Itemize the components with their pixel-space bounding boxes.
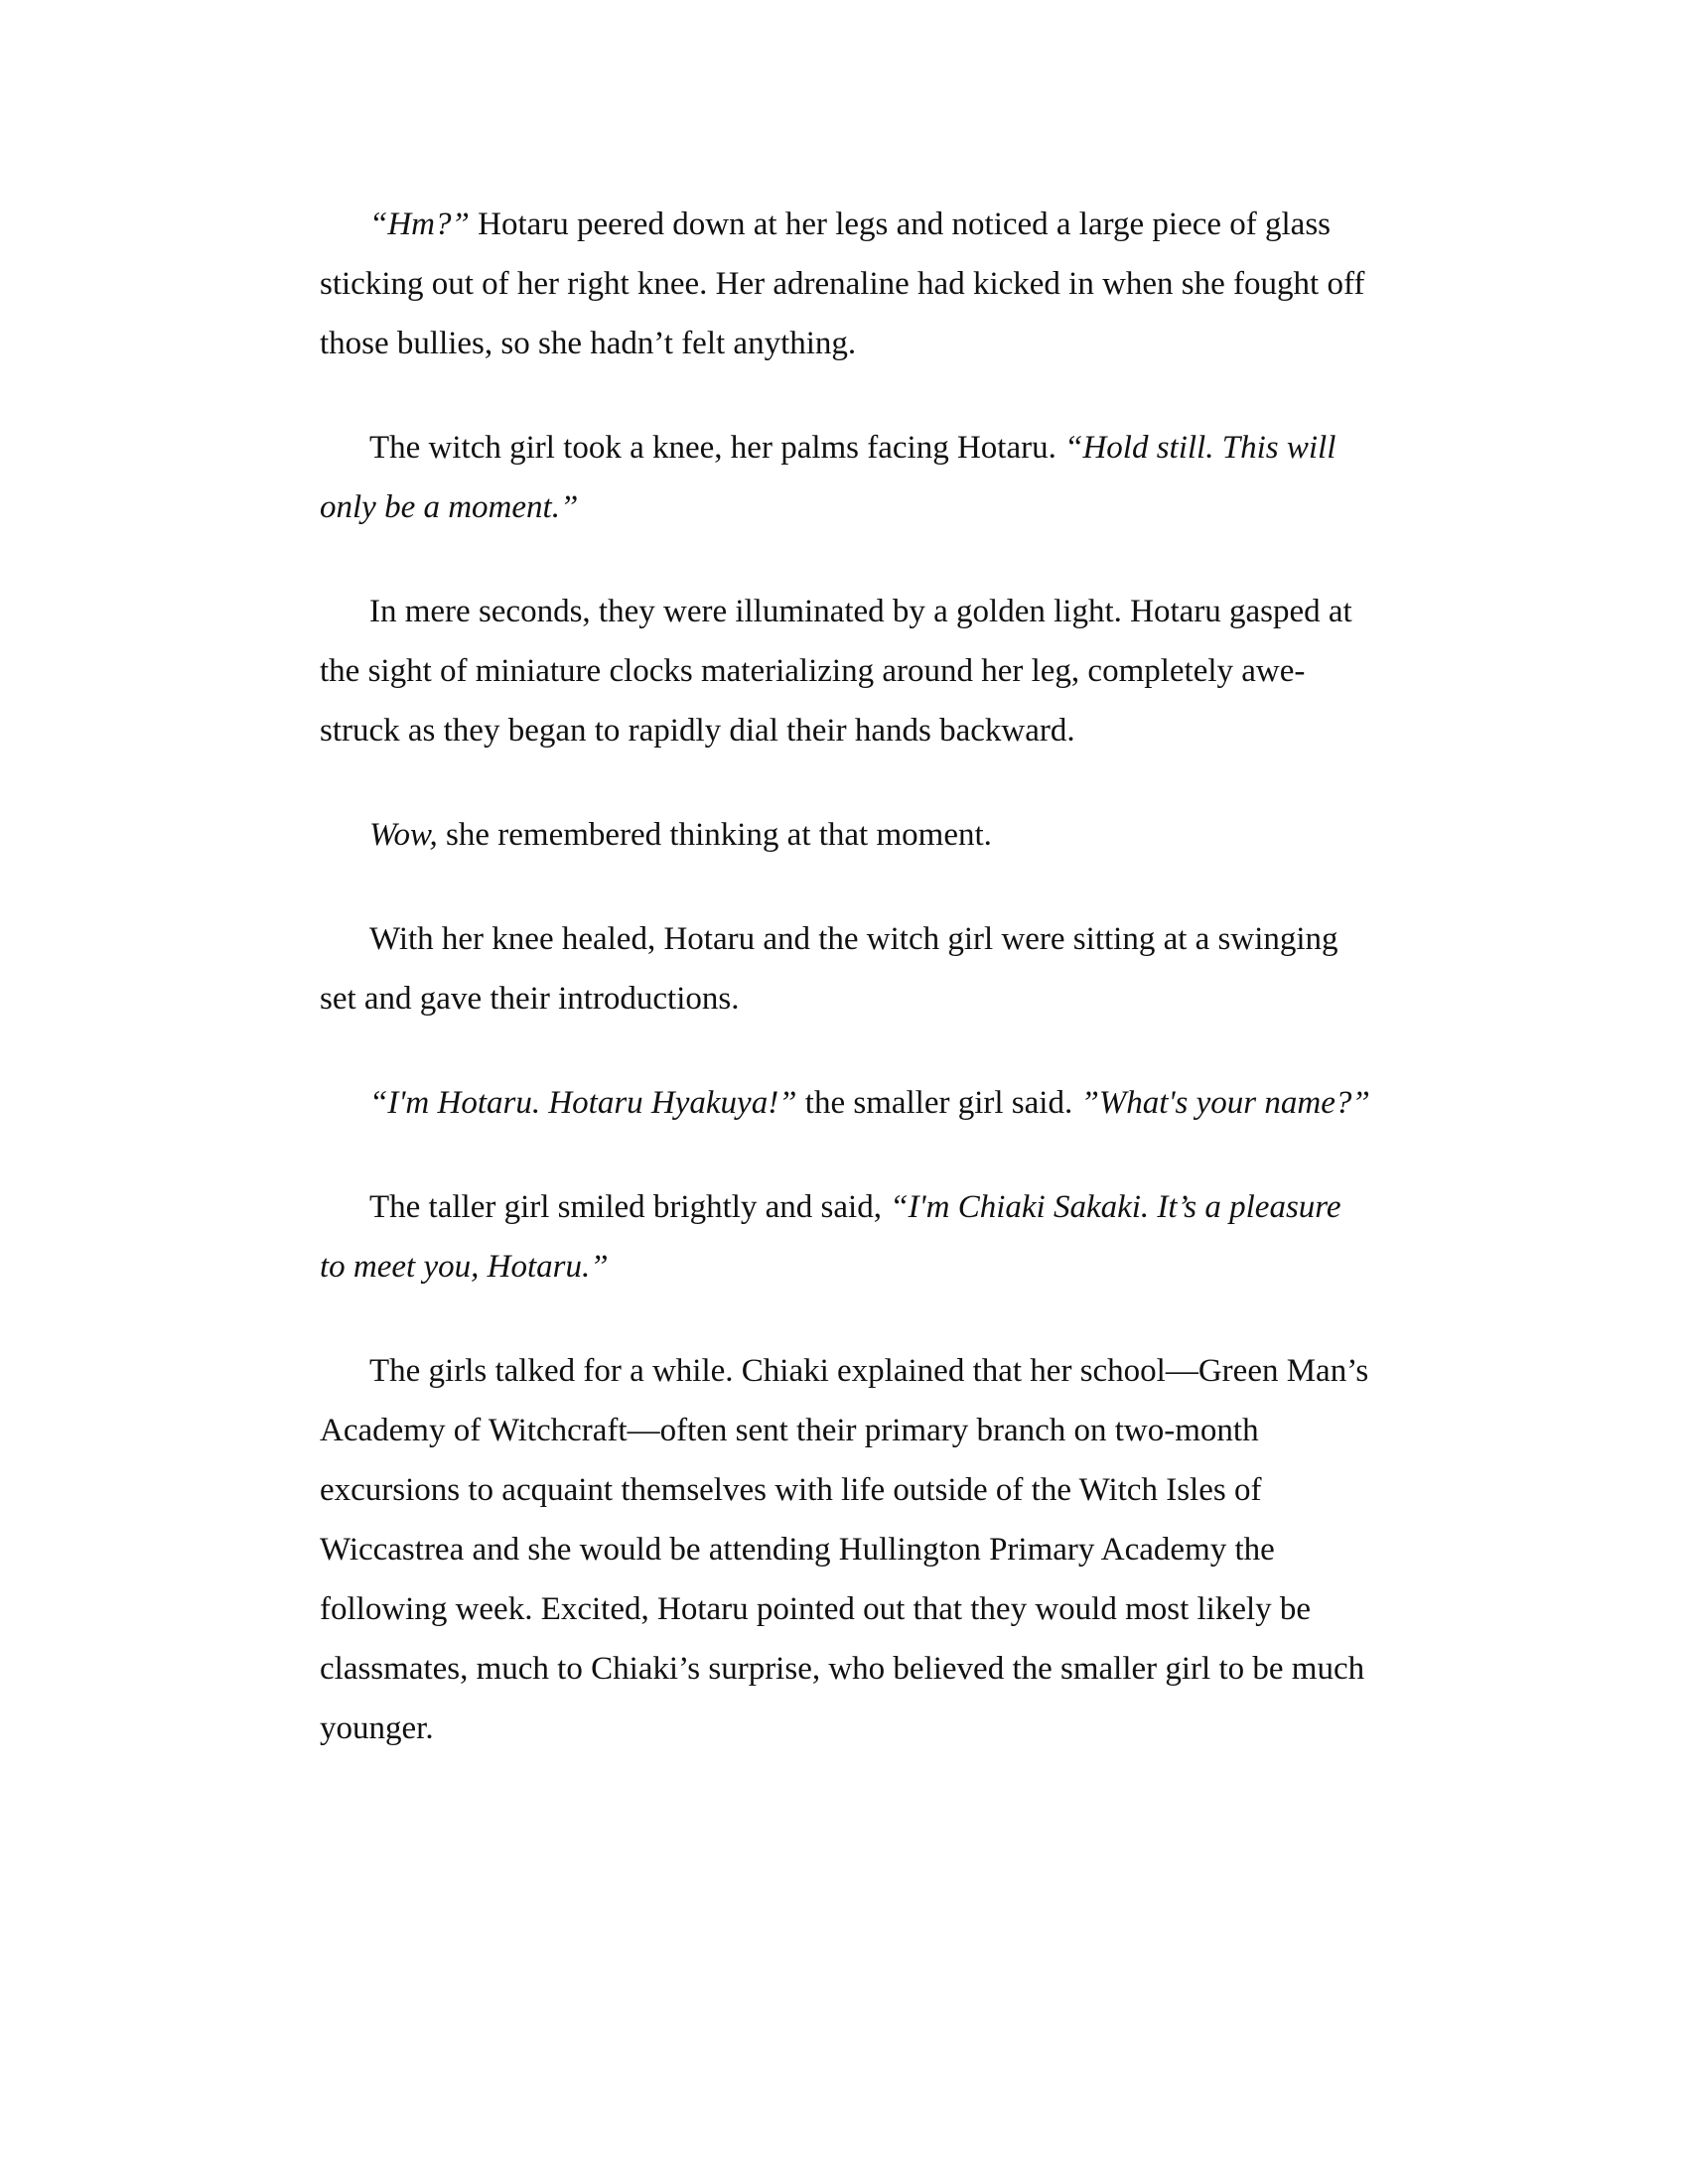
dialogue-chiaki-intro: “I'm Chiaki Sakaki. It’s a pleasure to meet you, Hotaru.” — [320, 1189, 1341, 1285]
paragraph-3 — [320, 582, 1372, 760]
dialogue-hm: “Hm?” — [369, 206, 470, 242]
paragraph-1 — [320, 195, 1372, 373]
narration-text: she remembered thinking at that moment. — [437, 817, 992, 853]
narration-text: the smaller girl said. — [796, 1085, 1081, 1121]
dialogue-hotaru-intro: “I'm Hotaru. Hotaru Hyakuya!” — [369, 1085, 797, 1121]
narration-text: Hotaru peered down at her legs and noticed a large piece of glass sticking out of her right knee. Her adrenaline had kicked in when she fought off those bullies, so she hadn’t felt anything. — [320, 206, 1365, 361]
paragraph-6 — [320, 1073, 1372, 1133]
paragraph-2 — [320, 418, 1372, 537]
paragraph-5 — [320, 909, 1372, 1028]
document-page — [320, 195, 1372, 1758]
dialogue-hold-still: “Hold still. This will only be a moment.” — [320, 430, 1336, 525]
paragraph-8 — [320, 1341, 1372, 1758]
narration-text: The girls talked for a while. Chiaki explained that her school—Green Man’s Academy of Witchcraft—often sent their primary branch on two-month excursions to acquaint themselves with life outside of the Witch Isles of Wiccastrea and she would be attending Hullington Primary Academy the following week. Excited, Hotaru pointed out that they would most likely be classmates, much to Chiaki’s surprise, who believed the smaller girl to be much younger. — [320, 1353, 1369, 1746]
paragraph-4 — [320, 805, 1372, 865]
thought-wow: Wow, — [369, 817, 438, 853]
narration-text: The taller girl smiled brightly and said, — [369, 1189, 891, 1225]
dialogue-whats-your-name: ”What's your name?” — [1080, 1085, 1370, 1121]
paragraph-7 — [320, 1177, 1372, 1297]
narration-text: The witch girl took a knee, her palms facing Hotaru. — [369, 430, 1065, 466]
narration-text: In mere seconds, they were illuminated by a golden light. Hotaru gasped at the sight of miniature clocks materializing around her leg, completely awe-struck as they began to rapidly dial their hands backward. — [320, 594, 1352, 749]
narration-text: With her knee healed, Hotaru and the witch girl were sitting at a swinging set and gave their introductions. — [320, 921, 1338, 1017]
